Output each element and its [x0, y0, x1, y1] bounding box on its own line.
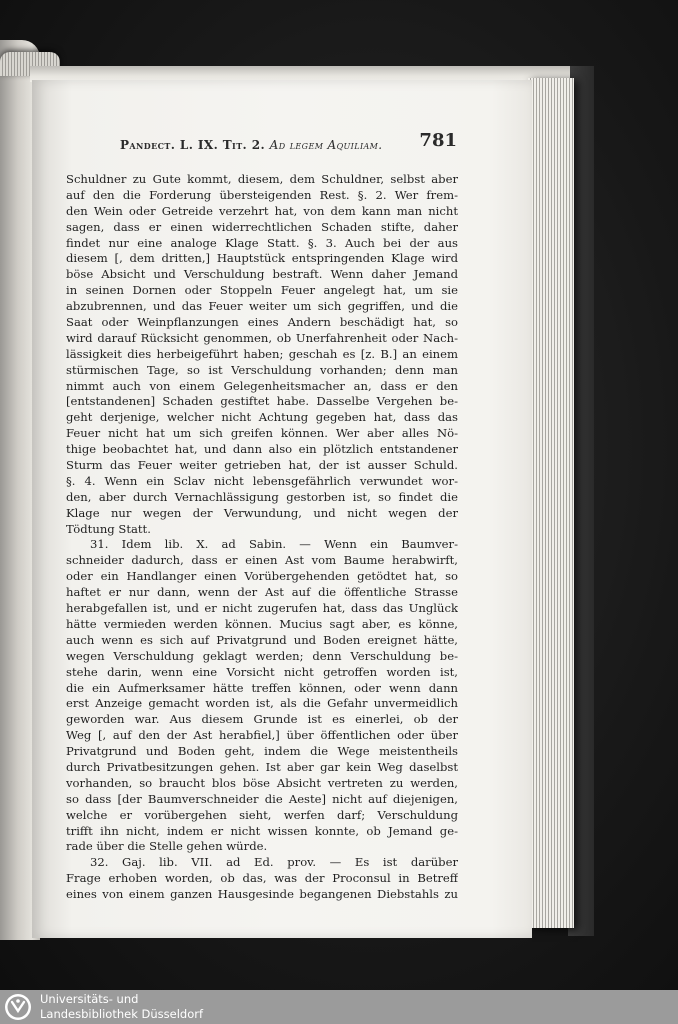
text-line: erst Anzeige gemacht worden ist, als die Gefahr unvermeidlich [66, 696, 458, 711]
text-line: Weg [, auf den der Ast herabfiel,] über öffentlichen oder über [66, 728, 458, 743]
page-edge-stack [528, 78, 574, 928]
text-line: hätte vermieden werden können. Mucius sagt aber, es könne, [66, 616, 458, 631]
text-line: wegen Verschuldung geklagt werden; denn Verschuldung be- [66, 648, 458, 663]
text-line: den Wein oder Getreide verzehrt hat, von dem kann man nicht [66, 203, 458, 218]
text-line: Frage erhoben worden, ob das, was der Proconsul in Betreff [66, 871, 458, 886]
footer-text [40, 992, 203, 1022]
text-line: findet nur eine analoge Klage Statt. §. 3. Auch bei der aus [66, 235, 458, 250]
text-line: §. 4. Wenn ein Sclav nicht lebensgefährlich verwundet wor- [66, 473, 458, 488]
header-italic-title: Ad legem Aquiliam. [269, 138, 383, 152]
text-line: durch Privatbesitzungen gehen. Ist aber gar kein Weg daselbst [66, 759, 458, 774]
text-line: geht derjenige, welcher nicht Achtung gegeben hat, dass das [66, 410, 458, 425]
text-line: diesem [, dem dritten,] Hauptstück entspringenden Klage wird [66, 251, 458, 266]
text-line: eines von einem ganzen Hausgesinde begangenen Diebstahls zu [66, 887, 458, 902]
text-line: Saat oder Weinpflanzungen eines Andern beschädigt hat, so [66, 315, 458, 330]
ulb-logo-icon [4, 993, 32, 1021]
running-header-title [120, 138, 383, 152]
text-line: Privatgrund und Boden geht, indem die Wege meistentheils [66, 744, 458, 759]
text-line: auf den die Forderung übersteigenden Rest. §. 2. Wer frem- [66, 187, 458, 202]
header-prefix: Pandect. L. IX. Tit. 2. [120, 138, 266, 152]
text-line: Klage nur wegen der Verwundung, und nicht wegen der [66, 505, 458, 520]
text-line: welche er vorübergehen sieht, werfen darf; Verschuldung [66, 807, 458, 822]
text-line: stürmischen Tage, so ist Verschuldung vorhanden; denn man [66, 362, 458, 377]
text-line: stehe darin, wenn eine Vorsicht nicht getroffen worden ist, [66, 664, 458, 679]
text-line: sagen, dass er einen widerrechtlichen Schaden stifte, daher [66, 219, 458, 234]
footer-line-2: Landesbibliothek Düsseldorf [40, 1007, 204, 1021]
text-line: 31. Idem lib. X. ad Sabin. — Wenn ein Baumver- [90, 537, 458, 552]
text-line: geworden war. Aus diesem Grunde ist es einerlei, ob der [66, 712, 458, 727]
footer-line-1: Universitäts- und [40, 992, 139, 1006]
text-line: 32. Gaj. lib. VII. ad Ed. prov. — Es ist darüber [90, 855, 458, 870]
text-line: thige beobachtet hat, und dann also ein plötzlich entstandener [66, 442, 458, 457]
text-line: den, aber durch Vernachlässigung gestorben ist, so findet die [66, 489, 458, 504]
text-line: vorhanden, so braucht blos böse Absicht vertreten zu werden, [66, 775, 458, 790]
body-text [66, 172, 458, 903]
text-line: lässigkeit dies herbeigeführt haben; geschah es [z. B.] an einem [66, 346, 458, 361]
text-line: in seinen Dornen oder Stoppeln Feuer angelegt hat, um sie [66, 283, 458, 298]
running-header [90, 130, 455, 152]
text-line: Schuldner zu Gute kommt, diesem, dem Schuldner, selbst aber [66, 172, 458, 186]
text-line: herabgefallen ist, und er nicht zugerufen hat, dass das Unglück [66, 601, 458, 616]
text-line: trifft ihn nicht, indem er nicht wissen konnte, ob Jemand ge- [66, 823, 458, 838]
text-line: böse Absicht und Verschuldung bestraft. Wenn daher Jemand [66, 267, 458, 282]
page-number: 781 [419, 130, 457, 151]
text-line: schneider dadurch, dass er einen Ast vom Baume herabwirft, [66, 553, 458, 568]
text-line: wird darauf Rücksicht genommen, ob Unerfahrenheit oder Nach- [66, 330, 458, 345]
text-line: nimmt auch von einem Gelegenheitsmacher an, dass er den [66, 378, 458, 393]
library-footer [0, 990, 678, 1024]
text-line: oder ein Handlanger einen Vorübergehenden getödtet hat, so [66, 569, 458, 584]
text-line: Feuer nicht hat um sich greifen können. Wer aber alles Nö- [66, 426, 458, 441]
text-line: [entstandenen] Schaden gestiftet habe. Dasselbe Vergehen be- [66, 394, 458, 409]
text-line: die ein Aufmerksamer hätte treffen können, oder wenn dann [66, 680, 458, 695]
text-line: Tödtung Statt. [66, 521, 151, 536]
text-line: Sturm das Feuer weiter getrieben hat, der ist ausser Schuld. [66, 458, 458, 473]
text-line: so dass [der Baumverschneider die Aeste] nicht auf diejenigen, [66, 791, 458, 806]
text-line: rade über die Stelle gehen würde. [66, 839, 268, 854]
text-line: abzubrennen, und das Feuer weiter um sich gegriffen, und die [66, 299, 458, 314]
text-line: haftet er nur dann, wenn der Ast auf die öffentliche Strasse [66, 585, 458, 600]
text-line: auch wenn es sich auf Privatgrund und Boden ereignet hätte, [66, 632, 458, 647]
